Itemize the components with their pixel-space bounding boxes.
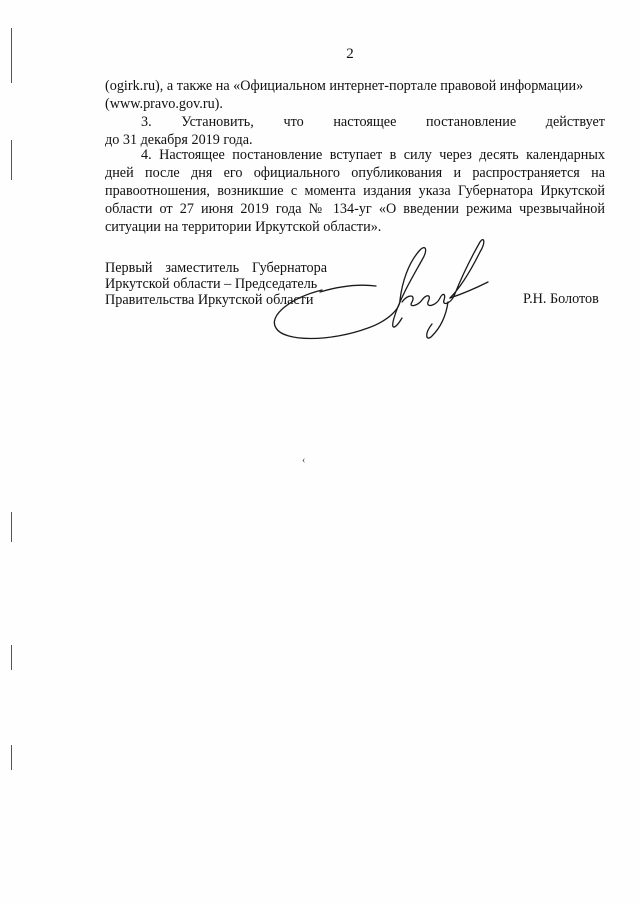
paragraph-publication [105,77,605,149]
text-word: 3. [141,114,152,130]
handwritten-signature [250,228,500,358]
scan-mark [11,645,12,670]
text-line: Иркутской области – Председатель [105,276,318,292]
text-word: Установить, [181,114,254,130]
text-word: Первый [105,260,153,276]
text-word: заместитель [165,260,240,276]
text-word: действует [545,114,605,130]
text-line: ситуации на территории Иркутской области». [105,219,382,235]
scan-mark [11,140,12,180]
text-line: 4. Настоящее постановление вступает в силу через десять календарных [141,147,605,163]
paragraph-effective-date [105,146,605,236]
scan-mark [11,745,12,770]
signer-name: Р.Н. Болотов [523,291,599,307]
scan-mark [11,512,12,542]
scan-speck: ‹ [302,455,306,466]
text-line: до 31 декабря 2019 года. [105,132,253,148]
text-line [105,113,605,131]
text-line: правоотношения, возникшие с момента издания указа Губернатора Иркутской [105,183,605,199]
text-line: Правительства Иркутской области [105,292,314,308]
text-word: настоящее [333,114,397,130]
text-line: области от 27 июня 2019 года № 134-уг «О введении режима чрезвычайной [105,201,605,217]
text-word: что [283,114,304,130]
text-line: (www.pravo.gov.ru). [105,96,223,112]
text-line: (ogirk.ru), а также на «Официальном интернет-портале правовой информации» [105,78,584,94]
text-word: постановление [426,114,517,130]
text-line: дней после дня его официального опубликования и распространяется на [105,165,605,181]
page-number: 2 [346,46,354,62]
text-word: Губернатора [251,260,327,276]
